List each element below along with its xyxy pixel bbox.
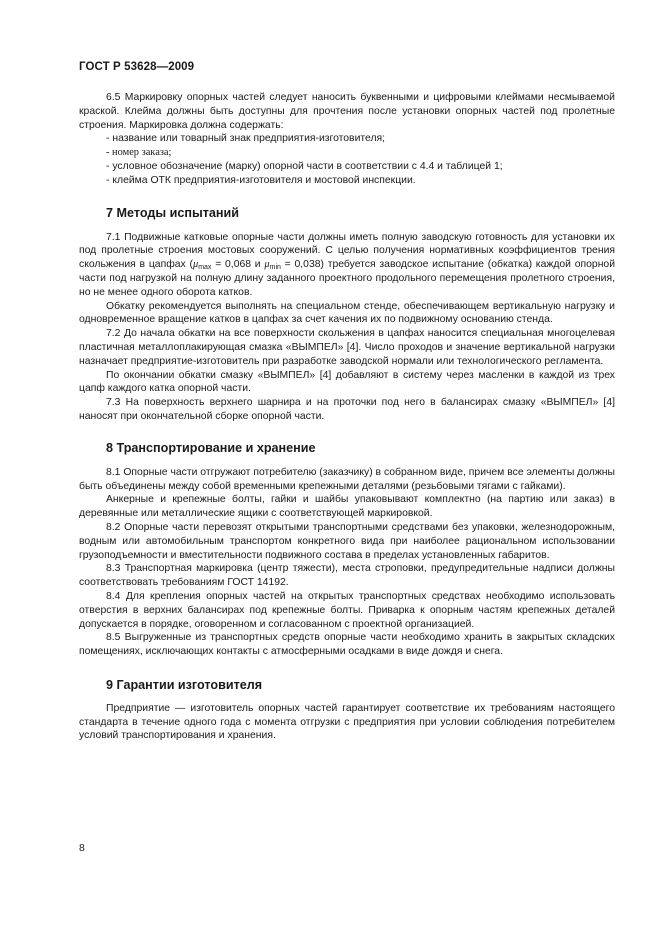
section-heading-9: 9 Гарантии изготовителя: [106, 677, 263, 692]
paragraph-7-2: 7.2 До начала обкатки на все поверхности скольжения в цапфах наносится специальная многоцелевая пластичная металлоплакирующая смазка «ВЫМПЕЛ» [4]. Число проходов и значение вертикальной нагрузки назначает предприятие-изготовитель при разработке заводской нормали или технологического регламента.: [79, 328, 615, 367]
paragraph-7-1: [79, 231, 615, 300]
paragraph-8-1: 8.1 Опорные части отгружают потребителю (заказчику) в собранном виде, причем все элементы должны быть объединены между собой временными крепежными деталями (резьбовыми тягами с гайками).: [79, 466, 616, 492]
min-subscript: min: [269, 264, 281, 272]
paragraph-9: Предприятие — изготовитель опорных частей гарантирует соответствие их требованиям настоящего стандарта в течение одного года с момента отгрузки с предприятия при условии соблюдения потребителем условий транспортирования и хранения.: [79, 702, 615, 742]
mu-symbol: μ: [264, 259, 270, 271]
paragraph-8-3: 8.3 Транспортная маркировка (центр тяжести), места строповки, предупредительные надписи должны соответствовать требованиям ГОСТ 14192.: [79, 563, 615, 589]
list-item: - условное обозначение (марку) опорной части в соответствии с 4.4 и таблицей 1;: [106, 160, 503, 172]
paragraph-8-5: 8.5 Выгруженные из транспортных средств опорные части необходимо хранить в закрытых складских помещениях, исключающих контакты с атмосферными осадками в виде дождя и снега.: [79, 632, 615, 658]
paragraph-7-1-text-a: 7.1 Подвижные катковые опорные части должны иметь полную заводскую готовность для установки их под пролетные строения мостовых сооружений. С целью получения нормативных коэффициентов трения скольжения в цапфах (: [79, 231, 615, 271]
paragraph-8-4: 8.4 Для крепления опорных частей на открытых транспортных средствах необходимо использовать отверстия в верхних балансирах под крепежные болты. Приварка к опорным частям крепежных деталей допускается в порядке, оговоренном и согласованном с проектной организацией.: [79, 590, 615, 630]
paragraph-7-3: 7.3 На поверхность верхнего шарнира и на проточки под него в балансирах смазку «ВЫМПЕЛ» [4] наносят при окончательной сборке опорной части.: [79, 397, 615, 422]
paragraph-7-1-eq-min: = 0,038) требуется заводское испытание (обкатка) каждой опорной части под нагрузкой на полную длину заданного проектного продольного перемещения пролетного строения, но не менее одного оборота катков.: [79, 259, 616, 298]
page-number: 8: [79, 843, 85, 854]
paragraph-7-1-cont: Обкатку рекомендуется выполнять на специальном стенде, обеспечивающем вертикальную нагрузку и одновременное вращение катков в цапфах за счет качения их по подвижному основанию стенда.: [79, 300, 615, 326]
page-content: [79, 91, 615, 743]
mu-symbol: μ: [192, 259, 199, 271]
list-item: - клейма ОТК предприятия-изготовителя и мостовой инспекции.: [106, 174, 416, 186]
paragraph-7-1-eq-max: = 0,068 и: [211, 259, 265, 271]
paragraph-7-2-cont: По окончании обкатки смазку «ВЫМПЕЛ» [4] добавляют в систему через масленки в каждой из трех цапф каждого катка опорной части.: [79, 369, 615, 395]
paragraph-6-5: 6.5 Маркировку опорных частей следует наносить буквенными и цифровыми клеймами несмываемой краской. Клейма должны быть доступны для прочтения после установки опорных частей под пролетные строения. Маркировка должна содержать:: [79, 92, 615, 131]
paragraph-8-2: 8.2 Опорные части перевозят открытыми транспортными средствами без упаковки, железнодорожным, водным или автомобильным транспортом конкретного вида при наиболее рациональном использовании грузоподъемности и вместительности подвижного состава в пределах установленных габаритов.: [79, 521, 615, 561]
list-item: - номер заказа;: [106, 147, 172, 159]
section-heading-8: 8 Транспортирование и хранение: [106, 440, 316, 455]
paragraph-8-1-cont: Анкерные и крепежные болты, гайки и шайбы упаковывают комплектно (на партию или заказ) в деревянные или металлические ящики с соответствующей маркировкой.: [79, 494, 615, 520]
section-heading-7: 7 Методы испытаний: [106, 205, 239, 220]
standard-header: ГОСТ Р 53628—2009: [79, 61, 195, 73]
max-subscript: max: [198, 264, 212, 272]
list-item: - название или товарный знак предприятия-изготовителя;: [106, 133, 386, 145]
